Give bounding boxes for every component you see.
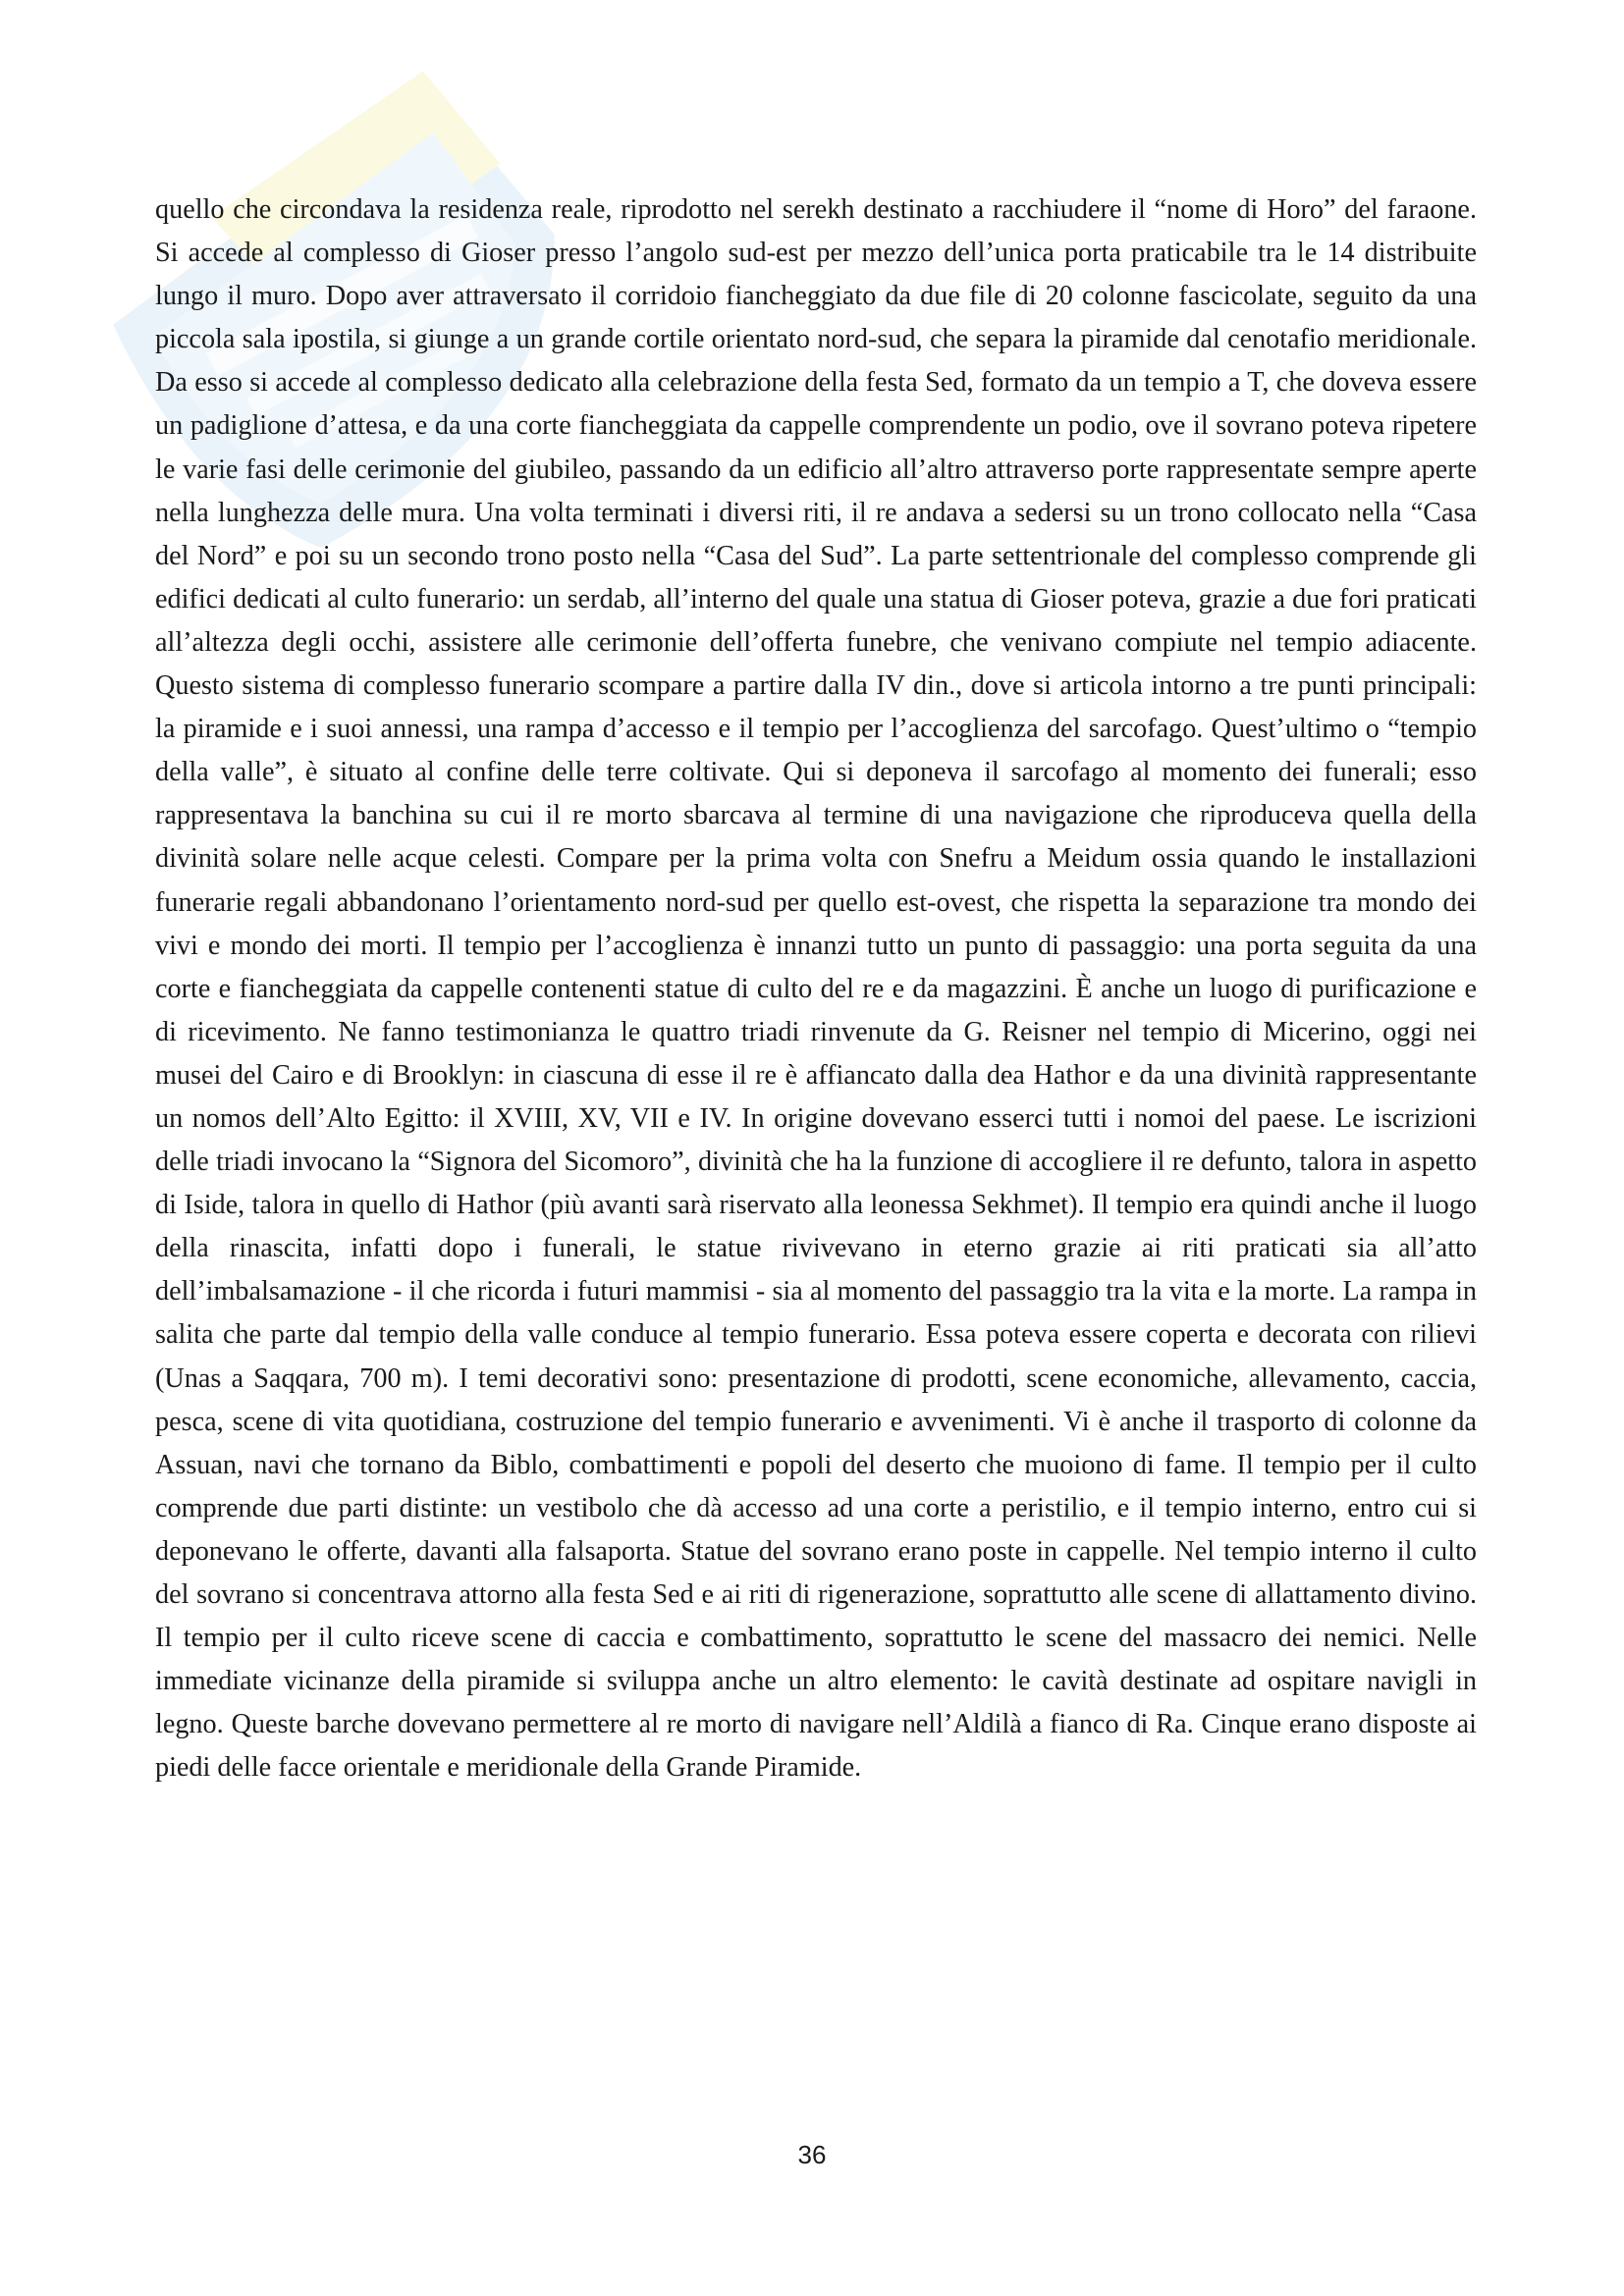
page-number: 36 <box>797 2140 827 2169</box>
body-text: quello che circondava la residenza reale, riprodotto nel serekh destinato a racchiudere il “nome di Horo” del faraone. Si accede al complesso di Gioser presso l’angolo sud-est per mezzo dell’unica porta praticabile tra le 14 distribuite lungo il muro. Dopo aver attraversato il corridoio fiancheggiato da due file di 20 colonne fascicolate, seguito da una piccola sala ipostila, si giunge a un grande cortile orientato nord-sud, che separa la piramide dal cenotafio meridionale. Da esso si accede al complesso dedicato alla celebrazione della festa Sed, formato da un tempio a T, che doveva essere un padiglione d’attesa, e da una corte fiancheggiata da cappelle comprendente un podio, ove il sovrano poteva ripetere le varie fasi delle cerimonie del giubileo, passando da un edificio all’altro attraverso porte rappresentate sempre aperte nella lunghezza delle mura. Una volta terminati i diversi riti, il re andava a sedersi su un trono collocato nella “Casa del Nord” e poi su un secondo trono posto nella “Casa del Sud”. La parte settentrionale del complesso comprende gli edifici dedicati al culto funerario: un serdab, all’interno del quale una statua di Gioser poteva, grazie a due fori praticati all’altezza degli occhi, assistere alle cerimonie dell’offerta funebre, che venivano compiute nel tempio adiacente. Questo sistema di complesso funerario scompare a partire dalla IV din., dove si articola intorno a tre punti principali: la piramide e i suoi annessi, una rampa d’accesso e il tempio per l’accoglienza del sarcofago. Quest’ultimo o “tempio della valle”, è situato al confine delle terre coltivate. Qui si deponeva il sarcofago al momento dei funerali; esso rappresentava la banchina su cui il re morto sbarcava al termine di una navigazione che riproduceva quella della divinità solare nelle acque celesti. Compare per la prima volta con Snefru a Meidum ossia quando le installazioni funerarie regali abbandonano l’orientamento nord-sud per quello est-ovest, che rispetta la separazione tra mondo dei vivi e mondo dei morti. Il tempio per l’accoglienza è innanzi tutto un punto di passaggio: una porta seguita da una corte e fiancheggiata da cappelle contenenti statue di culto del re e da magazzini. È anche un luogo di purificazione e di ricevimento. Ne fanno testimonianza le quattro triadi rinvenute da G. Reisner nel tempio di Micerino, oggi nei musei del Cairo e di Brooklyn: in ciascuna di esse il re è affiancato dalla dea Hathor e da una divinità rappresentante un nomos dell’Alto Egitto: il XVIII, XV, VII e IV. In origine dovevano esserci tutti i nomoi del paese. Le iscrizioni delle triadi invocano la “Signora del Sicomoro”, divinità che ha la funzione di accogliere il re defunto, talora in aspetto di Iside, talora in quello di Hathor (più avanti sarà riservato alla leonessa Sekhmet). Il tempio era quindi anche il luogo della rinascita, infatti dopo i funerali, le statue rivivevano in eterno grazie ai riti praticati sia all’atto dell’imbalsamazione - il che ricorda i futuri mammisi - sia al momento del passaggio tra la vita e la morte. La rampa in salita che parte dal tempio della valle conduce al tempio funerario. Essa poteva essere coperta e decorata con rilievi (Unas a Saqqara, 700 m). I temi decorativi sono: presentazione di prodotti, scene economiche, allevamento, caccia, pesca, scene di vita quotidiana, costruzione del tempio funerario e avvenimenti. Vi è anche il trasporto di colonne da Assuan, navi che tornano da Biblo, combattimenti e popoli del deserto che muoiono di fame. Il tempio per il culto comprende due parti distinte: un vestibolo che dà accesso ad una corte a peristilio, e il tempio interno, entro cui si deponevano le offerte, davanti alla falsaporta. Statue del sovrano erano poste in cappelle. Nel tempio interno il culto del sovrano si concentrava attorno alla festa Sed e ai riti di rigenerazione, soprattutto alle scene di allattamento divino. Il tempio per il culto riceve scene di caccia e combattimento, soprattutto le scene del massacro dei nemici. Nelle immediate vicinanze della piramide si sviluppa anche un altro elemento: le cavità destinate ad ospitare navigli in legno. Queste barche dovevano permettere al re morto di navigare nell’Aldilà a fianco di Ra. Cinque erano disposte ai piedi delle facce orientale e meridionale della Grande Piramide. <box>155 194 1477 1784</box>
